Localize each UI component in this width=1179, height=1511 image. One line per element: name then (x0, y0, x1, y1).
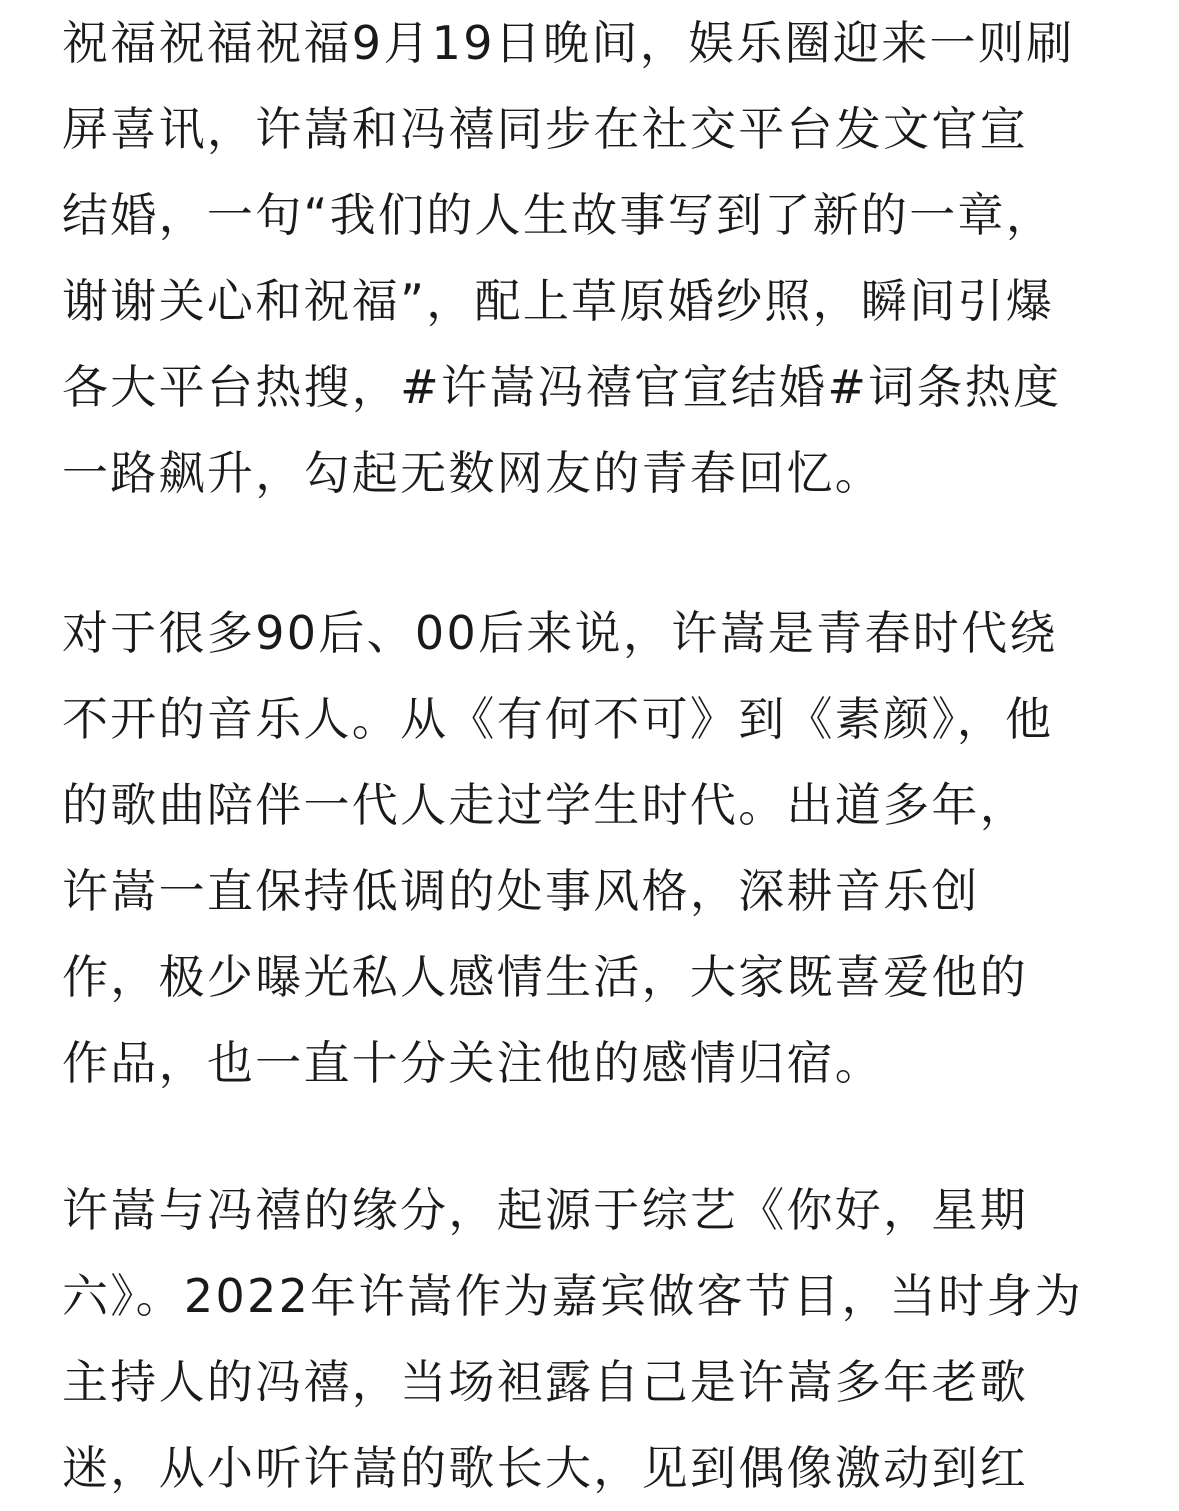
text-line: 结婚，一句“我们的人生故事写到了新的一章， (62, 188, 1055, 242)
text-line: 不开的音乐人。从《有何不可》到《素颜》，他 (62, 692, 1054, 746)
paragraph-3 (62, 1167, 1083, 1511)
text-line: 迷，从小听许嵩的歌长大，见到偶像激动到红 (62, 1441, 1028, 1495)
text-line: 谢谢关心和祝福”，配上草原婚纱照，瞬间引爆 (62, 274, 1055, 328)
text-line: 对于很多90后、00后来说，许嵩是青春时代绕 (62, 606, 1058, 660)
text-line: 作品，也一直十分关注他的感情归宿。 (62, 1036, 884, 1090)
paragraph-1 (62, 0, 1074, 516)
text-line: 作，极少曝光私人感情生活，大家既喜爱他的 (62, 950, 1028, 1004)
text-line: 祝福祝福祝福9月19日晚间，娱乐圈迎来一则刷 (62, 16, 1075, 70)
paragraph-2 (62, 590, 1058, 1106)
text-line: 的歌曲陪伴一代人走过学生时代。出道多年， (62, 778, 1028, 832)
text-line: 一路飙升，勾起无数网友的青春回忆。 (62, 446, 884, 500)
text-line: 许嵩与冯禧的缘分，起源于综艺《你好，星期 (62, 1183, 1028, 1237)
text-line: 六》。2022年许嵩作为嘉宾做客节目，当时身为 (62, 1269, 1083, 1323)
text-line: 屏喜讯，许嵩和冯禧同步在社交平台发文官宣 (62, 102, 1028, 156)
text-line: 各大平台热搜，#许嵩冯禧官宣结婚#词条热度 (62, 360, 1062, 414)
text-line: 许嵩一直保持低调的处事风格，深耕音乐创 (62, 864, 980, 918)
text-line: 主持人的冯禧，当场袒露自己是许嵩多年老歌 (62, 1355, 1028, 1409)
